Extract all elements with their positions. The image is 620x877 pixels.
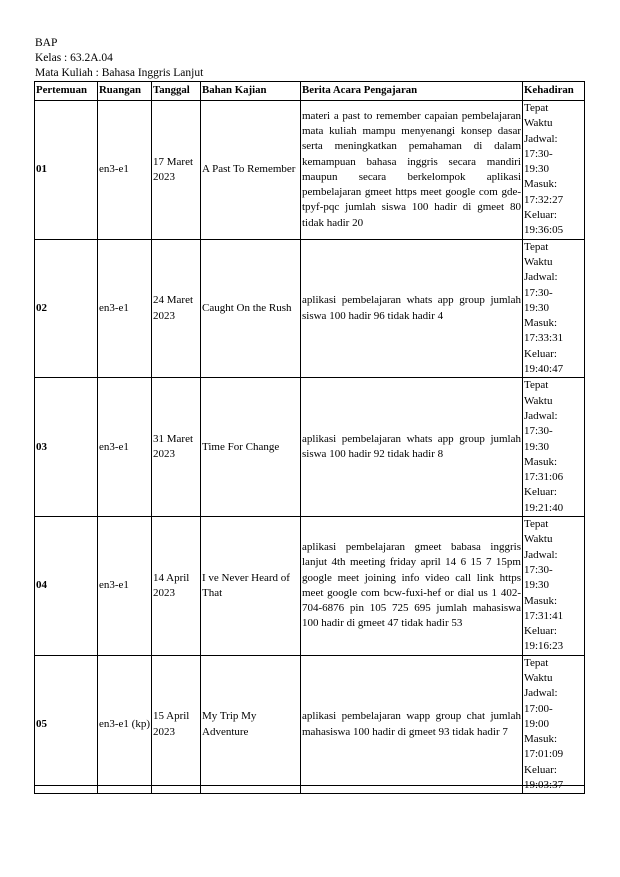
- cell-berita-acara: materi a past to remember capaian pembelajaran mata kuliah mampu menyenangi konsep dasar serta meningkatkan pemahaman di dalam kemampuan bahasa inggris secara mandiri maupun secara berkelompok aplikasi pembelajaran gmeet https meet google com gde-tpyf-pqc jumlah siswa 100 hadir di gmeet 80 tidak hadir 20: [301, 101, 523, 240]
- column-header-kehadiran: Kehadiran: [523, 82, 585, 101]
- cell-bahan-kajian: I ve Never Heard of That: [201, 517, 301, 656]
- cell-bahan-kajian: My Trip My Adventure: [201, 655, 301, 794]
- table-row: [35, 101, 585, 240]
- table-header-row: [35, 82, 585, 101]
- cell-berita-acara: aplikasi pembelajaran gmeet babasa inggris lanjut 4th meeting friday april 14 6 15 7 15pm google meet joining info video call link https meet google com bcw-fuxi-hef or dial us 1 402-704-6876 pin 105 725 695 jumlah mahasiswa 100 hadir di gmeet 47 tidak hadir 53: [301, 517, 523, 656]
- table-row: [35, 239, 585, 378]
- cell-tanggal: 31 Maret 2023: [152, 378, 201, 517]
- cell-berita-acara: aplikasi pembelajaran whats app group jumlah siswa 100 hadir 96 tidak hadir 4: [301, 239, 523, 378]
- cell-kehadiran: Tepat Waktu Jadwal: 17:30- 19:30 Masuk: 17:31:06 Keluar: 19:21:40: [523, 378, 585, 517]
- cell-kehadiran: Tepat Waktu Jadwal: 17:30- 19:30 Masuk: 17:32:27 Keluar: 19:36:05: [523, 101, 585, 240]
- cell-ruangan: en3-e1: [98, 517, 152, 656]
- column-header-ruangan: Ruangan: [98, 82, 152, 101]
- cell-bahan-kajian: Time For Change: [201, 378, 301, 517]
- column-header-berita-acara: Berita Acara Pengajaran: [301, 82, 523, 101]
- cell-ruangan: en3-e1: [98, 239, 152, 378]
- cell-tanggal: 24 Maret 2023: [152, 239, 201, 378]
- cell-tanggal: 15 April 2023: [152, 655, 201, 794]
- document-header: [35, 36, 203, 81]
- table-bottom-divider: [34, 785, 584, 786]
- cell-berita-acara: aplikasi pembelajaran whats app group jumlah siswa 100 hadir 92 tidak hadir 8: [301, 378, 523, 517]
- cell-pertemuan: 04: [35, 517, 98, 656]
- table-row: [35, 655, 585, 794]
- cell-bahan-kajian: A Past To Remember: [201, 101, 301, 240]
- cell-pertemuan: 01: [35, 101, 98, 240]
- cell-bahan-kajian: Caught On the Rush: [201, 239, 301, 378]
- cell-tanggal: 14 April 2023: [152, 517, 201, 656]
- document-title: BAP: [35, 37, 58, 49]
- cell-pertemuan: 03: [35, 378, 98, 517]
- cell-kehadiran: Tepat Waktu Jadwal: 17:30- 19:30 Masuk: 17:33:31 Keluar: 19:40:47: [523, 239, 585, 378]
- cell-ruangan: en3-e1: [98, 101, 152, 240]
- column-header-tanggal: Tanggal: [152, 82, 201, 101]
- cell-pertemuan: 02: [35, 239, 98, 378]
- table-row: [35, 517, 585, 656]
- cell-pertemuan: 05: [35, 655, 98, 794]
- mata-kuliah-label: Mata Kuliah : Bahasa Inggris Lanjut: [35, 67, 204, 79]
- column-header-bahan-kajian: Bahan Kajian: [201, 82, 301, 101]
- cell-ruangan: en3-e1: [98, 378, 152, 517]
- kelas-label: Kelas : 63.2A.04: [35, 52, 113, 64]
- cell-berita-acara: aplikasi pembelajaran wapp group chat jumlah mahasiswa 100 hadir di gmeet 93 tidak hadir 7: [301, 655, 523, 794]
- table-row: [35, 378, 585, 517]
- cell-ruangan: en3-e1 (kp): [98, 655, 152, 794]
- cell-kehadiran: Tepat Waktu Jadwal: 17:30- 19:30 Masuk: 17:31:41 Keluar: 19:16:23: [523, 517, 585, 656]
- bap-table: [34, 81, 585, 794]
- cell-kehadiran: Tepat Waktu Jadwal: 17:00- 19:00 Masuk: 17:01:09 Keluar: 19:03:37: [523, 655, 585, 794]
- column-header-pertemuan: Pertemuan: [35, 82, 98, 101]
- cell-tanggal: 17 Maret 2023: [152, 101, 201, 240]
